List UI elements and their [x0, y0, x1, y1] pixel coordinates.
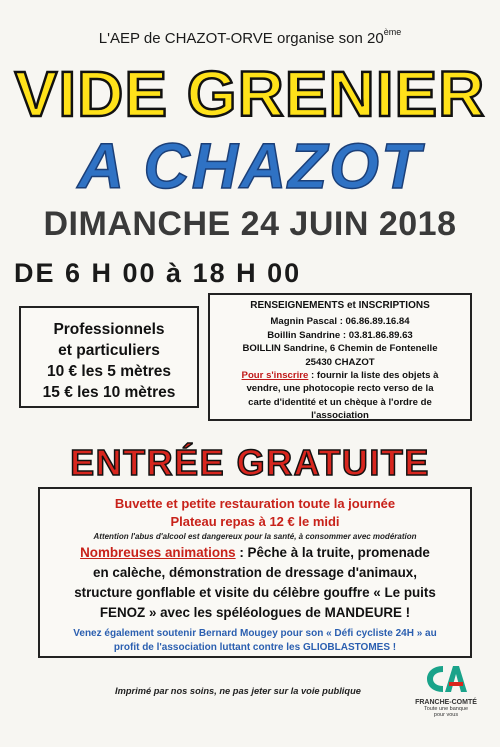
free-entry-banner: ENTRÉE GRATUITE — [70, 442, 430, 483]
plateau-line: Plateau repas à 12 € le midi — [170, 514, 340, 529]
intro-superscript: ème — [383, 27, 402, 37]
contact-1: Magnin Pascal : 06.86.89.16.84 — [270, 316, 410, 328]
info-box — [208, 293, 472, 421]
inscription-text-1: : fournir la liste des objets à — [308, 370, 439, 382]
inscription-line-3: carte d'identité et un chèque à l'ordre de — [248, 396, 432, 408]
support-line-1: Venez également soutenir Bernard Mougey pour son « Défi cycliste 24H » au — [73, 628, 437, 639]
contact-2: Boillin Sandrine : 03.81.86.89.63 — [267, 329, 413, 341]
credit-agricole-logo — [411, 662, 481, 718]
animations-text-1: : Pêche à la truite, promenade — [235, 545, 430, 560]
title-vide-grenier: VIDE GRENIER — [14, 58, 486, 130]
address-1: BOILLIN Sandrine, 6 Chemin de Fontenelle — [242, 343, 438, 355]
alcohol-warning: Attention l'abus d'alcool est dangereux pour la santé, à consommer avec modération — [93, 532, 417, 541]
animations-line-2: en calèche, démonstration de dressage d'animaux, — [93, 565, 417, 580]
inscription-label: Pour s'inscrire — [241, 370, 309, 382]
footer-note: Imprimé par nos soins, ne pas jeter sur la voie publique — [115, 686, 361, 696]
pricing-line-4: 15 € les 10 mètres — [42, 384, 176, 401]
support-line-2: profit de l'association luttant contre les GLIOBLASTOMES ! — [113, 642, 397, 653]
animations-line-3: structure gonflable et visite du célèbre gouffre « Le puits — [74, 585, 436, 600]
buvette-line: Buvette et petite restauration toute la journée — [114, 496, 396, 511]
animations-line-1 — [40, 543, 470, 563]
pricing-box — [19, 306, 199, 408]
inscription-line-4: l'association — [311, 410, 369, 422]
intro-text: L'AEP de CHAZOT-ORVE organise son 20 — [98, 30, 384, 47]
event-date: DIMANCHE 24 JUIN 2018 — [43, 205, 457, 243]
bank-tagline-2: pour vous — [433, 712, 459, 718]
event-hours: DE 6 H 00 à 18 H 00 — [14, 258, 302, 288]
animations-line-4: FENOZ » avec les spéléologues de MANDEURE ! — [99, 605, 411, 620]
animations-label: Nombreuses animations — [80, 545, 236, 560]
details-box — [38, 487, 472, 658]
inscription-line-1 — [210, 369, 470, 382]
pricing-line-3: 10 € les 5 mètres — [46, 363, 172, 380]
address-2: 25430 CHAZOT — [305, 356, 375, 368]
inscription-line-2: vendre, une photocopie recto verso de la — [246, 383, 434, 395]
title-a-chazot: A CHAZOT — [77, 130, 423, 202]
intro-line — [0, 27, 500, 47]
pricing-line-1: Professionnels — [53, 321, 165, 338]
info-header: RENSEIGNEMENTS et INSCRIPTIONS — [250, 300, 430, 311]
bank-tagline-1: Toute une banque — [423, 706, 469, 712]
bank-logo-icon — [423, 662, 469, 696]
bank-name: FRANCHE-COMTÉ — [415, 699, 477, 706]
pricing-line-2: et particuliers — [58, 342, 160, 359]
